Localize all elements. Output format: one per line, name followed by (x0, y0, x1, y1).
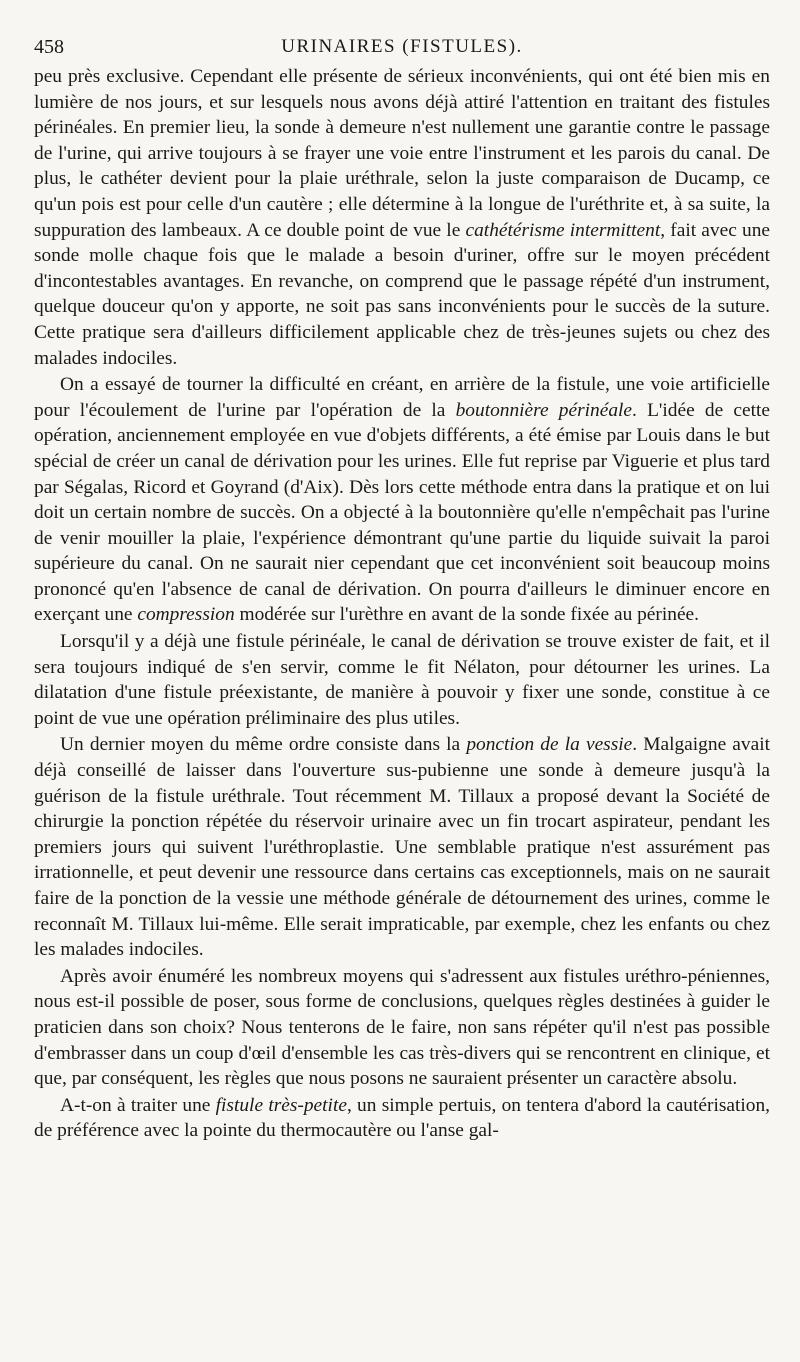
text-run: Après avoir énuméré les nombreux moyens qui s'adressent aux fistules uréthro-péniennes, nous est-il possible de poser, sous forme de conclusions, quelques règles destinées à guider le praticien dans son choix? Nous tenterons de le faire, non sans répéter qu'il n'est pas possible d'embrasser dans un coup d'œil d'ensemble les cas très-divers qui se rencontrent en clinique, et que, par conséquent, les règles que nous posons ne sauraient présenter un caractère absolu. (34, 965, 770, 1090)
paragraph (34, 64, 770, 371)
text-run: A-t-on à traiter une (60, 1094, 216, 1116)
paragraph (34, 732, 770, 962)
text-run: . Malgaigne avait déjà conseillé de laisser dans l'ouverture sus-pubienne une sonde à demeure jusqu'à la guérison de la fistule uréthrale. Tout récemment M. Tillaux a proposé devant la Société de chirurgie la ponction répétée du réservoir urinaire avec un fin trocart aspirateur, pendant les premiers jours qui suivent l'uréthroplastie. Une semblable pratique n'est assurément pas irrationnelle, et peut devenir une ressource dans certains cas exceptionnels, mais on ne saurait faire de la ponction de la vessie une méthode générale de détournement des urines, comme le reconnaît M. Tillaux lui-même. Elle serait impraticable, par exemple, chez les enfants ou chez les malades indociles. (34, 734, 770, 961)
paragraph (34, 372, 770, 628)
text-run: On a essayé de tourner la difficulté en créant, en arrière de la fistule, une voie artificielle pour l'écoulement de l'urine par l'opération de la (34, 374, 770, 421)
text-run: modérée sur l'urèthre en avant de la sonde fixée au périnée. (234, 604, 700, 626)
text-run: , fait avec une sonde molle chaque fois que le malade a besoin d'uriner, offre sur le moyen précédent d'incontestables avantages. En revanche, on comprend que le passage répété d'un instrument, quelque douceur qu'on y apporte, ne soit pas sans inconvénients pour le succès de la suture. Cette pratique sera d'ailleurs difficilement applicable chez de très-jeunes sujets ou chez des malades indociles. (34, 219, 771, 369)
running-head (34, 30, 770, 64)
paragraph (34, 1093, 770, 1144)
italic-term: cathétérisme intermittent (465, 219, 661, 241)
italic-term: compression (137, 604, 235, 626)
text-run: . L'idée de cette opération, anciennement employée en vue d'objets différents, a été émise par Louis dans le but spécial de créer un canal de dérivation pour les urines. Elle fut reprise par Viguerie et plus tard par Ségalas, Ricord et Goyrand (d'Aix). Dès lors cette méthode entra dans la pratique et on lui doit un certain nombre de succès. On a objecté à la boutonnière qu'elle n'empêchait pas l'urine de venir mouiller la plaie, l'expérience démontrant qu'une partie du liquide suivait la paroi supérieure du canal. On ne saurait nier cependant que cet inconvénient soit beaucoup moins prononcé qu'en l'absence de canal de dérivation. On pourra d'ailleurs le diminuer encore en exerçant une (34, 399, 771, 626)
text-run: Un dernier moyen du même ordre consiste dans la (60, 734, 467, 756)
text-run: Lorsqu'il y a déjà une fistule périnéale, le canal de dérivation se trouve exister de fait, et il sera toujours indiqué de s'en servir, comme le fit Nélaton, pour détourner les urines. La dilatation d'une fistule préexistante, de manière à pouvoir y fixer une sonde, constitue à ce point de vue une opération préliminaire des plus utiles. (34, 631, 770, 729)
italic-term: ponction de la vessie (466, 734, 633, 756)
running-title: URINAIRES (FISTULES). (281, 36, 523, 57)
body-text (34, 64, 770, 1144)
italic-term: boutonnière périnéale (455, 399, 633, 421)
text-run: , un simple pertuis, on tentera d'abord la cautérisation, de préférence avec la pointe du thermocautère ou l'anse gal- (34, 1094, 771, 1142)
paragraph (34, 964, 770, 1092)
paragraph (34, 629, 770, 731)
italic-term: fistule très-petite (215, 1094, 347, 1116)
text-run: peu près exclusive. Cependant elle présente de sérieux inconvénients, qui ont été bien mis en lumière de nos jours, et sur lesquels nous avons déjà attiré l'attention en traitant des fistules périnéales. En premier lieu, la sonde à demeure n'est nullement une garantie contre le passage de l'urine, qui arrive toujours à se frayer une voie entre l'instrument et les parois du canal. De plus, le cathéter devient pour la plaie uréthrale, selon la juste comparaison de Ducamp, ce qu'un pois est pour celle d'un cautère ; elle détermine à la longue de l'uréthrite et, à sa suite, la suppuration des lambeaux. A ce double point de vue le (34, 66, 770, 241)
page-number: 458 (34, 36, 64, 58)
